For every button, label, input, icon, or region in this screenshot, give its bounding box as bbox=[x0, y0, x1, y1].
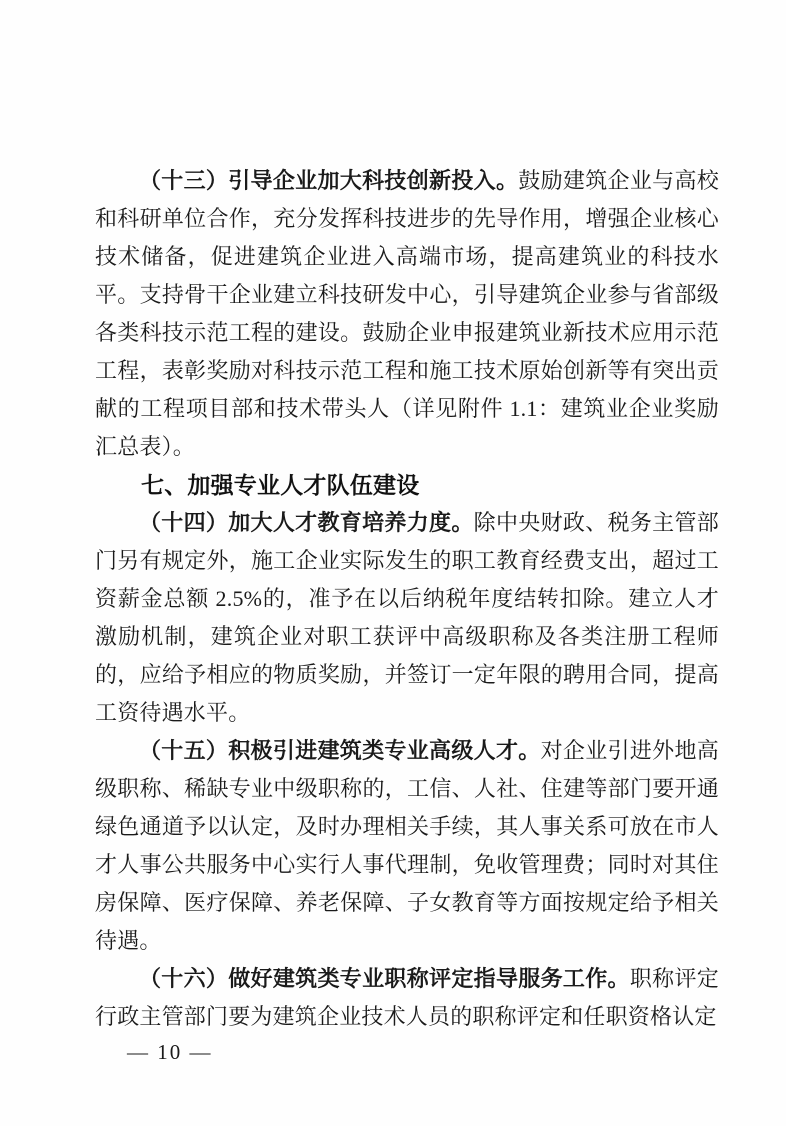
paragraph-16-lead: （十六）做好建筑类专业职称评定指导服务工作。 bbox=[139, 966, 630, 991]
paragraph-16 bbox=[95, 960, 719, 1036]
paragraph-13-lead: （十三）引导企业加大科技创新投入。 bbox=[139, 168, 519, 193]
document-text-block bbox=[95, 162, 719, 1036]
paragraph-15-lead: （十五）积极引进建筑类专业高级人才。 bbox=[139, 738, 541, 763]
paragraph-13 bbox=[95, 162, 719, 466]
section-heading: 七、加强专业人才队伍建设 bbox=[141, 472, 420, 498]
paragraph-15 bbox=[95, 732, 719, 960]
paragraph-14-lead: （十四）加大人才教育培养力度。 bbox=[139, 510, 474, 535]
paragraph-15-body: 对企业引进外地高级职称、稀缺专业中级职称的，工信、人社、住建等部门要开通绿色通道予以认定，及时办理相关手续，其人事关系可放在市人才人事公共服务中心实行人事代理制，免收管理费；同时对其住房保障、医疗保障、养老保障、子女教育等方面按规定给予相关待遇。 bbox=[95, 738, 719, 953]
page-number: — 10 — bbox=[127, 1040, 213, 1064]
paragraph-14 bbox=[95, 504, 719, 732]
paragraph-13-body: 鼓励建筑企业与高校和科研单位合作，充分发挥科技进步的先导作用，增强企业核心技术储备，促进建筑企业进入高端市场，提高建筑业的科技水平。支持骨干企业建立科技研发中心，引导建筑企业参与省部级各类科技示范工程的建设。鼓励企业申报建筑业新技术应用示范工程，表彰奖励对科技示范工程和施工技术原始创新等有突出贡献的工程项目部和技术带头人（详见附件 1.1：建筑业企业奖励汇总表）。 bbox=[95, 168, 719, 459]
paragraph-16-body: 职称评定行政主管部门要为建筑企业技术人员的职称评定和任职资格认定 bbox=[95, 966, 719, 1029]
paragraph-14-body: 除中央财政、税务主管部门另有规定外，施工企业实际发生的职工教育经费支出，超过工资薪金总额 2.5%的，准予在以后纳税年度结转扣除。建立人才激励机制，建筑企业对职工获评中高级职称及各类注册工程师的，应给予相应的物质奖励，并签订一定年限的聘用合同，提高工资待遇水平。 bbox=[95, 510, 719, 725]
